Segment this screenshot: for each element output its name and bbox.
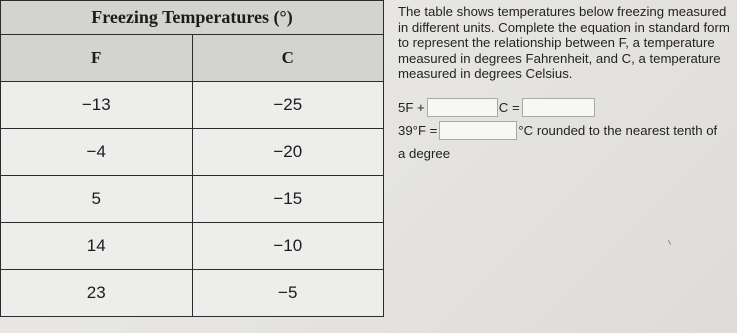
equation-standard-form [398, 98, 595, 117]
table-row [1, 129, 384, 176]
cell-celsius: −15 [192, 176, 384, 223]
cell-fahrenheit: 14 [1, 223, 193, 270]
cell-celsius: −25 [192, 82, 384, 129]
conversion-suffix: °C rounded to the nearest tenth of [518, 123, 718, 138]
cell-fahrenheit: −13 [1, 82, 193, 129]
equation-prefix: 5F + [398, 100, 425, 115]
table-row [1, 223, 384, 270]
answer-box-celsius-value[interactable] [439, 121, 517, 140]
cell-fahrenheit: −4 [1, 129, 193, 176]
paper-mark [668, 240, 671, 245]
table-row [1, 176, 384, 223]
table-header-row [1, 35, 384, 82]
cell-fahrenheit: 5 [1, 176, 193, 223]
equation-conversion [398, 121, 717, 140]
problem-text: The table shows temperatures below freezing measured in different units. Complete the equation in standard form to represent the relationship between F, a temperature measured in degrees Fahrenheit, and C, a temperature measured in degrees Celsius. [398, 4, 730, 81]
cell-celsius: −20 [192, 129, 384, 176]
problem-statement [398, 4, 734, 82]
answer-box-c-coefficient[interactable] [427, 98, 498, 117]
column-header-fahrenheit: F [1, 35, 193, 82]
column-header-celsius: C [192, 35, 384, 82]
freezing-temperatures-table [0, 0, 384, 317]
conversion-prefix: 39°F = [398, 123, 438, 138]
table-title: Freezing Temperatures (°) [1, 1, 384, 35]
cell-celsius: −5 [192, 270, 384, 317]
equation-mid: C = [498, 100, 520, 115]
cell-fahrenheit: 23 [1, 270, 193, 317]
table-row [1, 270, 384, 317]
conversion-trailing-text: a degree [398, 146, 451, 161]
table-row [1, 82, 384, 129]
table-title-row [1, 1, 384, 35]
answer-box-constant[interactable] [522, 98, 595, 117]
cell-celsius: −10 [192, 223, 384, 270]
